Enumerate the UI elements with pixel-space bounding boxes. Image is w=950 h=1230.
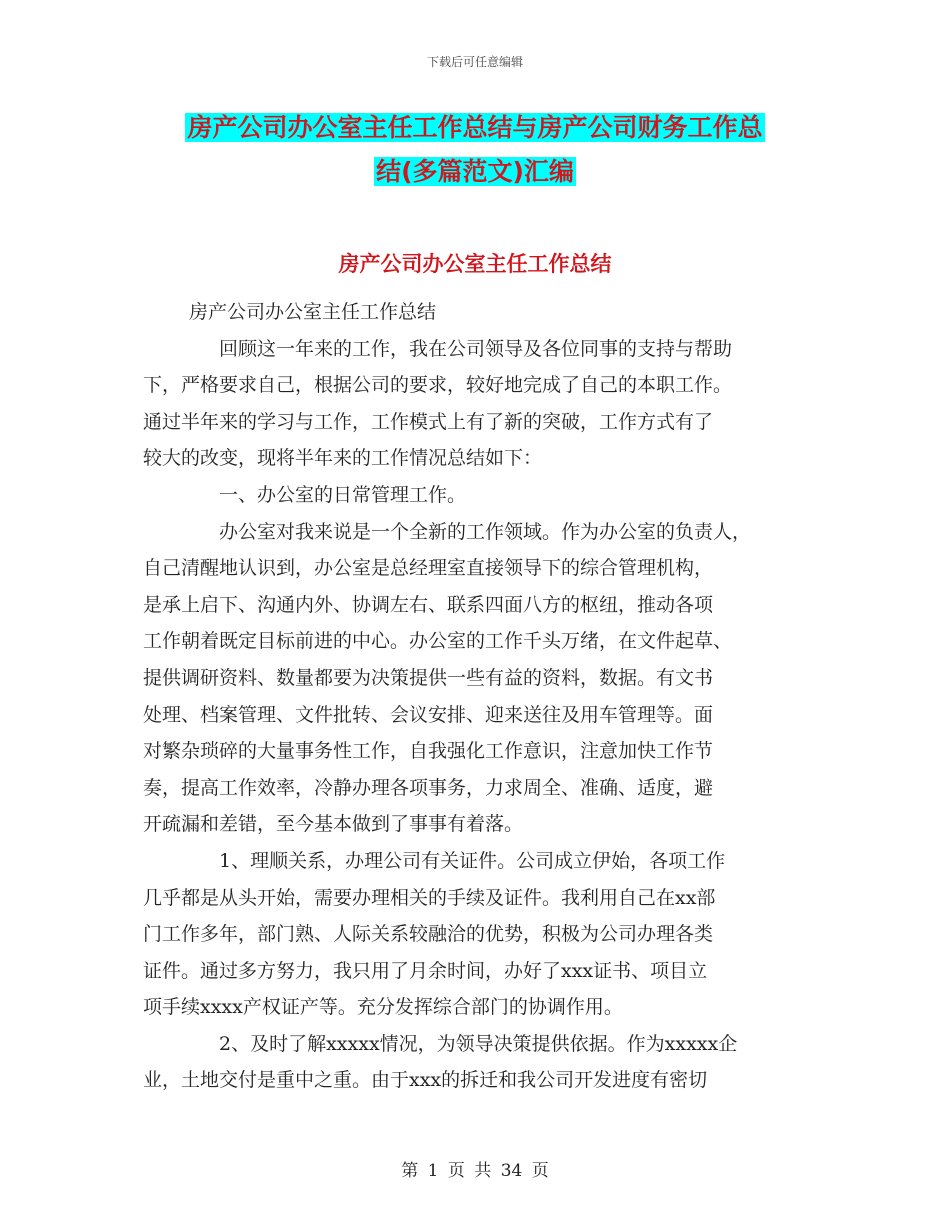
paragraph-heading: 房产公司办公室主任工作总结 <box>189 301 437 323</box>
text-line: 自己清醒地认识到，办公室是总经理室直接领导下的综合管理机构， <box>143 557 714 580</box>
text-line: 较大的改变，现将半年来的工作情况总结如下： <box>143 447 543 470</box>
text-line: 对繁杂琐碎的大量事务性工作，自我强化工作意识，注意加快工作节 <box>143 740 714 763</box>
text-line: 回顾这一年来的工作，我在公司领导及各位同事的支持与帮助 <box>219 337 733 360</box>
subsection-heading: 一、办公室的日常管理工作。 <box>219 483 467 506</box>
page-header: 下载后可任意编辑 <box>426 55 523 69</box>
body-text <box>143 294 815 1099</box>
text-line: 通过半年来的学习与工作，工作模式上有了新的突破，工作方式有了 <box>143 410 714 433</box>
text-line: 几乎都是从头开始，需要办理相关的手续及证件。我利用自己在xx部 <box>143 886 716 909</box>
text-line: 处理、档案管理、文件批转、会议安排、迎来送往及用车管理等。面 <box>143 703 714 726</box>
text-line: 开疏漏和差错，至今基本做到了事事有着落。 <box>143 813 524 836</box>
text-line: 门工作多年，部门熟、人际关系较融洽的优势，积极为公司办理各类 <box>143 923 714 946</box>
text-line: 提供调研资料、数量都要为决策提供一些有益的资料，数据。有文书 <box>143 666 714 689</box>
title-line-1-highlight: 房产公司办公室主任工作总结与房产公司财务工作总 <box>187 113 763 142</box>
text-line: 1、理顺关系，办理公司有关证件。公司成立伊始，各项工作 <box>219 849 726 872</box>
document-title-line-2 <box>0 150 950 194</box>
page-number-footer: 第 1 页 共 34 页 <box>401 1161 549 1181</box>
text-line: 项手续xxxx产权证产等。充分发挥综合部门的协调作用。 <box>143 996 623 1019</box>
text-line: 办公室对我来说是一个全新的工作领域。作为办公室的负责人， <box>219 520 752 543</box>
text-line: 工作朝着既定目标前进的中心。办公室的工作千头万绪，在文件起草、 <box>143 630 733 653</box>
text-line: 下，严格要求自己，根据公司的要求，较好地完成了自己的本职工作。 <box>143 374 733 397</box>
document-title <box>0 106 950 194</box>
text-line: 奏，提高工作效率，冷静办理各项事务，力求周全、准确、适度，避 <box>143 776 714 799</box>
text-line: 证件。通过多方努力，我只用了月余时间，办好了xxx证书、项目立 <box>143 959 708 982</box>
document-title-line-1 <box>0 106 950 150</box>
text-line: 2、及时了解xxxxx情况，为领导决策提供依据。作为xxxxx企 <box>219 1032 738 1055</box>
text-line: 业，土地交付是重中之重。由于xxx的拆迁和我公司开发进度有密切 <box>143 1069 708 1092</box>
title-line-2-highlight: 结(多篇范文)汇编 <box>376 157 574 186</box>
text-line: 是承上启下、沟通内外、协调左右、联系四面八方的枢纽，推动各项 <box>143 593 714 616</box>
section-title: 房产公司办公室主任工作总结 <box>338 252 612 276</box>
